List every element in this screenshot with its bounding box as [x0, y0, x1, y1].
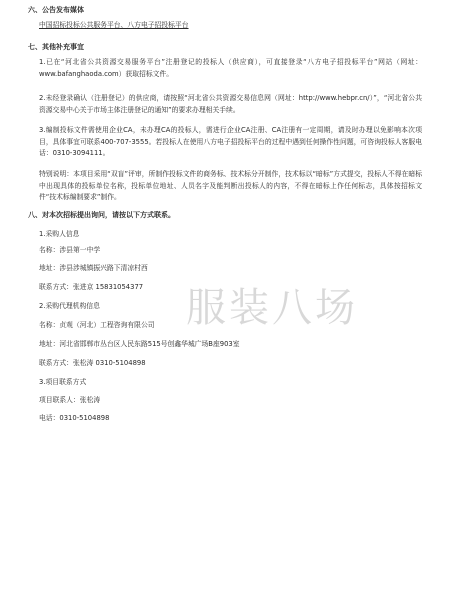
section-8-heading: 八、对本次招标提出询问，请按以下方式联系。	[28, 211, 175, 219]
agency-address: 地址：河北省邯郸市丛台区人民东路515号创鑫华城广场B座903室	[39, 340, 240, 348]
project-phone: 电话：0310-5104898	[39, 414, 110, 422]
agency-contact: 联系方式：张松涛 0310-5104898	[39, 359, 146, 367]
purchaser-title: 1.采购人信息	[39, 230, 80, 238]
project-title: 3.项目联系方式	[39, 378, 87, 386]
purchaser-contact: 联系方式：张进京 15831054377	[39, 283, 144, 291]
paragraph-4: 特别说明：本项目采用“双盲”评审，所制作投标文件的商务标、技术标分开制作，技术标以“暗标”方式提交，投标人不得在暗标中出现具体的投标单位名称，投标单位地址、人员名字及能判断出投标人的内容，不得在暗标上作任何标志，具体按招标文件“技术标编制要求”制作。	[39, 170, 422, 201]
section-6-heading: 六、公告发布媒体	[28, 6, 84, 14]
project-person: 项目联系人：张松涛	[39, 396, 101, 404]
paragraph-2: 2.未经登录确认（注册登记）的供应商，请按照“河北省公共资源交易信息网（网址：http://www.hebpr.cn/）”，“河北省公共资源交易中心关于市场主体注册登记的通知”的要求办理相关手续。	[39, 94, 422, 114]
purchaser-name: 名称：涉县第一中学	[39, 246, 101, 254]
section-7-heading: 七、其他补充事宜	[28, 43, 84, 51]
paragraph-1: 1.已在“河北省公共资源交易服务平台”注册登记的投标人（供应商），可直接登录“八方电子招投标平台”网站（网址：www.bafanghaoda.com）获取招标文件。	[39, 58, 422, 78]
media-line: 中国招标投标公共服务平台、八方电子招投标平台	[39, 21, 189, 29]
purchaser-address: 地址：涉县涉城镇振兴路下清凉村西	[39, 264, 148, 272]
watermark-text: 服装八场	[186, 285, 358, 331]
agency-title: 2.采购代理机构信息	[39, 302, 100, 310]
paragraph-3: 3.编制投标文件需使用企业CA，未办理CA的投标人，需进行企业CA注册、CA注册有一定周期，请及时办理以免影响本次项目，具体事宜可联系400-707-3555。若投标人在使用八方电子招投标平台的过程中遇到任何操作性问题，可咨询投标人客服电话：0310-3094111。	[39, 126, 422, 157]
agency-name: 名称：贞观（河北）工程咨询有限公司	[39, 321, 155, 329]
